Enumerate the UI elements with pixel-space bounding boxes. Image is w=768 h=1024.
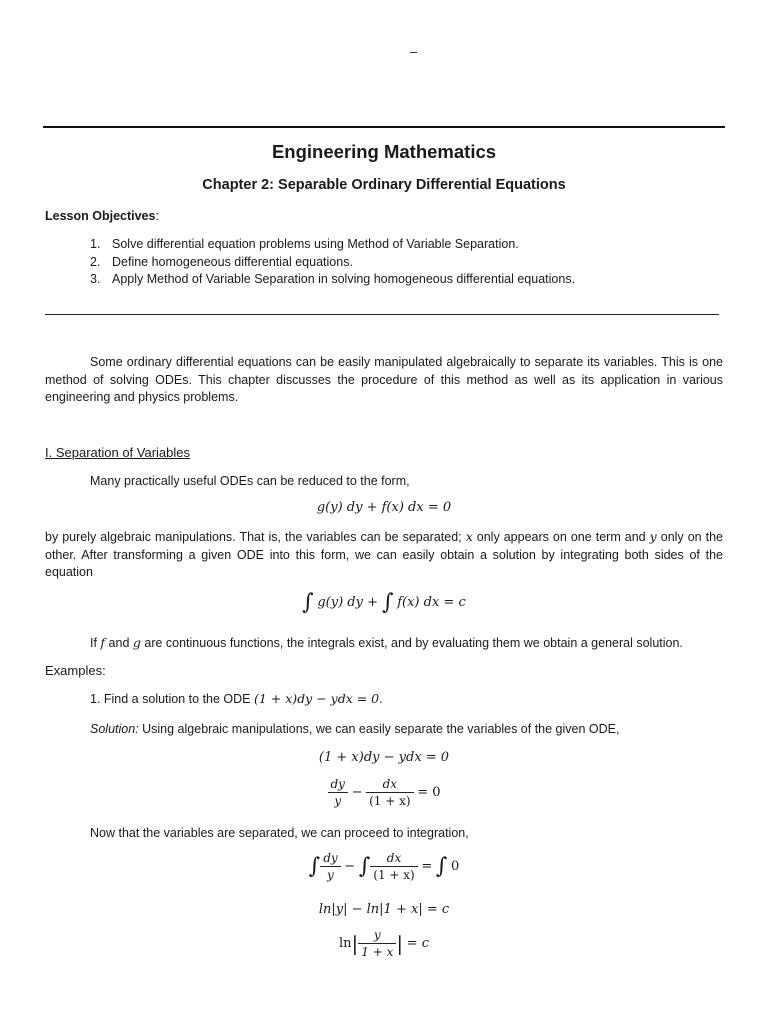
integral-sign: ∫ [382, 590, 394, 615]
objective-number: 3. [90, 272, 101, 286]
minus-sign: − [351, 784, 363, 800]
integration-text: Now that the variables are separated, we can proceed to integration, [90, 826, 469, 840]
objective-text: Define homogeneous differential equations. [112, 254, 353, 269]
ex1-equation: (1 + x)dy − ydx = 0 [253, 691, 380, 706]
equation-step-2 [0, 777, 768, 808]
objective-number: 2. [90, 254, 101, 269]
objectives-label-text: Lesson Objectives [45, 209, 156, 223]
integral-sign: ∫ [435, 854, 448, 879]
frac-numerator: dx [370, 851, 417, 867]
objective-text: Solve differential equation problems using Method of Variable Separation. [112, 237, 519, 251]
section-divider [45, 314, 719, 315]
p3-var-g: g [132, 635, 141, 650]
integral-term-f: f(x) dx = c [397, 594, 466, 610]
frac-numerator: dx [366, 777, 413, 793]
equation-step-1: (1 + x)dy − ydx = 0 [318, 750, 450, 765]
integral-term-g: g(y) dy + [317, 594, 383, 610]
equation-step-3: ∫ $\frac{dy}{y}$ − ∫ $\frac{dx}{(1 + x)}$ = ∫ 0 [308, 851, 460, 882]
p3-text-c: are continuous functions, the integrals exist, and by evaluating them we obtain a general solution. [140, 636, 683, 650]
examples-label: Examples: [45, 663, 106, 678]
objective-text: Apply Method of Variable Separation in solving homogeneous differential equations. [112, 272, 576, 286]
objective-item [90, 271, 575, 289]
section-paragraph-2 [45, 528, 723, 582]
solution-label: Solution: [90, 722, 139, 736]
p3-text-b: and [105, 636, 133, 650]
integral-sign: ∫ [308, 854, 321, 879]
p2-var-x: x [465, 529, 473, 544]
objectives-colon: : [155, 209, 159, 223]
example-1-prompt [90, 691, 383, 706]
objective-item [90, 236, 575, 254]
p2-var-y: y [649, 529, 657, 544]
p3-text-a: If [90, 636, 101, 650]
ex1-period: . [379, 692, 383, 706]
ln-prefix: ln [338, 935, 352, 951]
fraction-y-1px [358, 928, 396, 959]
header-dash: – [410, 44, 418, 59]
rhs-zero: 0 [450, 858, 460, 874]
p3-var-f: f [100, 635, 106, 650]
ex1-text: 1. Find a solution to the ODE [90, 692, 254, 706]
objectives-label [45, 209, 159, 223]
integral-sign: ∫ [302, 590, 314, 615]
fraction-dx-1px [366, 777, 413, 808]
equation-step-4: ln|y| − ln|1 + x| = c [318, 902, 450, 917]
frac-numerator: dy [320, 851, 340, 867]
objective-item [90, 254, 575, 272]
frac-denominator: 1 + x [361, 945, 394, 959]
equation-separable-form: g(y) dy + f(x) dx = 0 [316, 500, 452, 515]
solution-line [90, 722, 619, 736]
section-paragraph-1: Many practically useful ODEs can be reduced to the form, [90, 474, 410, 488]
fraction-dy-y [320, 851, 340, 882]
frac-numerator: dy [328, 777, 348, 793]
frac-numerator: y [358, 928, 396, 944]
p2-text-a: by purely algebraic manipulations. That is, the variables can be separated; [45, 530, 466, 544]
frac-denominator: y [327, 868, 334, 882]
fraction-dx-1px [370, 851, 417, 882]
document-title: Engineering Mathematics [271, 141, 497, 162]
header-rule [43, 126, 725, 128]
equation-step-5: ln| $\frac{y}{1 + x}$ | = c [338, 928, 430, 959]
p2-text-c: only on the other. After transforming a given ODE into this form, we can easily obtain a solution by integrating both sides of the equation [45, 530, 724, 579]
intro-paragraph: Some ordinary differential equations can be easily manipulated algebraically to separate its variables. This is one method of solving ODEs. This chapter discusses the procedure of this method as well as its application in various engineering and physics problems. [45, 355, 723, 404]
chapter-title: Chapter 2: Separable Ordinary Differential Equations [202, 177, 566, 193]
objectives-list [90, 236, 575, 289]
integral-sign: ∫ [358, 854, 371, 879]
equals-c: = c [406, 935, 430, 951]
frac-denominator: (1 + x) [373, 868, 415, 882]
p2-text-b: only appears on one term and [472, 530, 650, 544]
equation-integral-form [0, 590, 768, 615]
frac-denominator: y [334, 794, 342, 808]
fraction-dy-y [328, 777, 348, 808]
equals-zero: = 0 [417, 784, 441, 800]
minus-sign: − [344, 858, 356, 874]
frac-denominator: (1 + x) [369, 794, 411, 808]
section-paragraph-3 [90, 634, 730, 653]
solution-text: Using algebraic manipulations, we can easily separate the variables of the given ODE, [138, 722, 620, 736]
section-title: I. Separation of Variables [45, 445, 191, 460]
objective-number: 1. [90, 237, 101, 251]
